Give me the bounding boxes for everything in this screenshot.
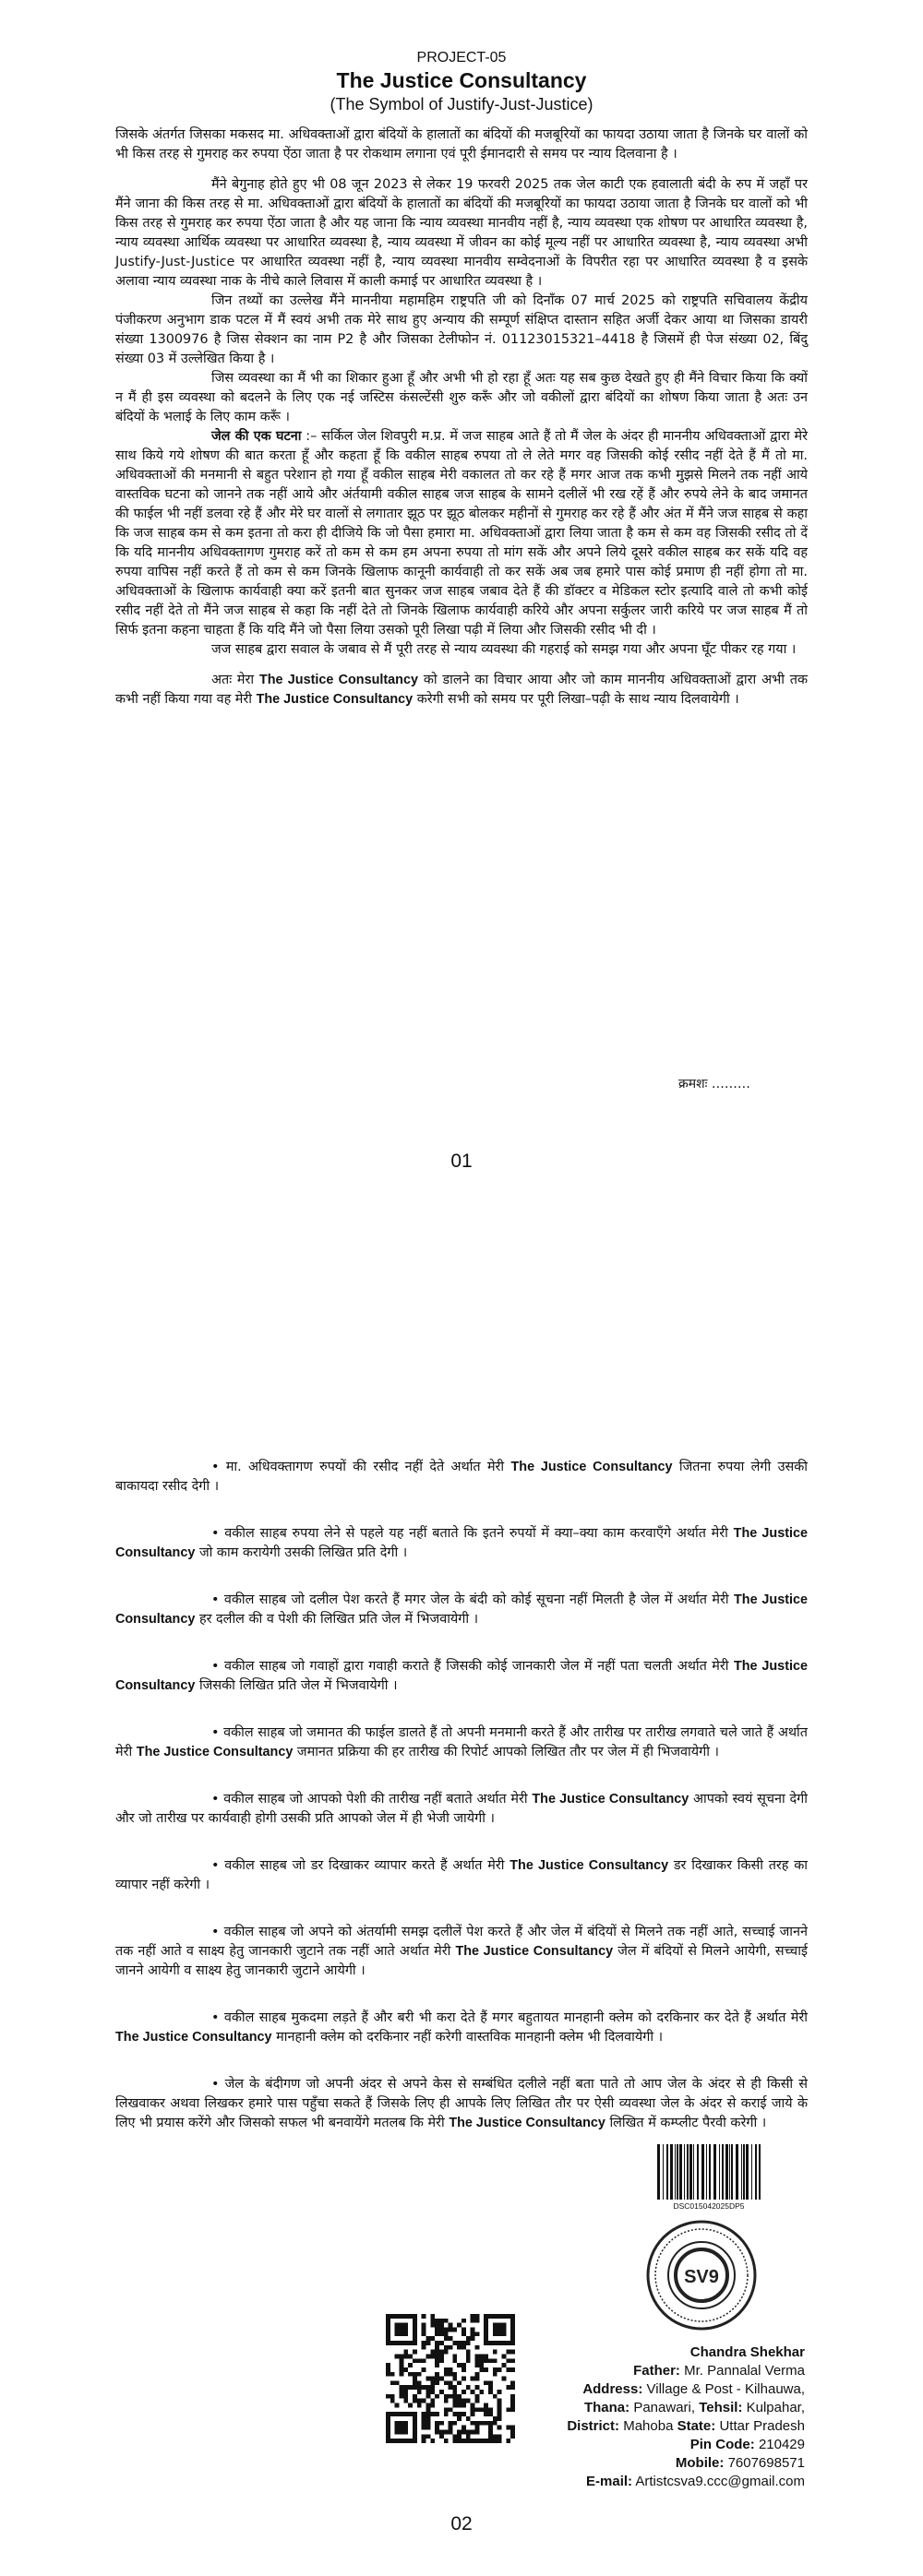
brand-name: The Justice Consultancy: [136, 1745, 294, 1759]
bullet-text-a: जेल के बंदीगण जो अपनी अंदर से अपने केस से सम्बंधित दलीले नहीं बता पाते तो आप जेल के अंदर से ही किसी से लिखवाकर अथवा लिखकर हमारे पास पहुँचा सकते हैं जिसके लिए ही आपके लिए लिखित तौर पर ऐसी व्यवस्था जेल के अंदर से कराई जाये के लिए भी प्रयास करेंगे और जिसको सफल भी बनवायेंगे मतलब कि मेरी: [115, 2077, 808, 2130]
bullet-icon: •: [211, 1526, 225, 1541]
brand-name: The Justice Consultancy: [509, 1858, 669, 1873]
bullet-item: [115, 1723, 808, 1762]
brand-name: The Justice Consultancy: [258, 673, 418, 687]
bullet-item: [115, 1790, 808, 1829]
contact-block: Chandra Shekhar Father: Mr. Pannalal Verma Address: Village & Post - Kilhauwa, Thana: Panawari, Tehsil: Kulpahar, District: Mahoba State: Uttar Pradesh Pin Code: 210429 Mobile: 7607698571 E-mail: Artistcsva9.ccc@gmail.com: [567, 2344, 805, 2489]
paragraph-2: जिन तथ्यों का उल्लेख मैंने माननीया महामहिम राष्ट्रपति जी को दिनाँक 07 मार्च 2025 को राष्ट्रपति सचिवालय केंद्रीय पंजीकरण अनुभाग डाक पटल में मैं स्वयं अभी तक मेरे साथ हुए अन्याय की सम्पूर्ण संक्षिप्त दास्तान सहित अर्जी देकर आया था जिसका डायरी संख्या 1300976 है जिस सेक्शन का नाम P2 है और जिसका टेलीफोन नं. 01123015321–4418 है जिसमें ही पेज संख्या 02, बिंदु संख्या 03 में उल्लेखित किया है ।: [115, 293, 808, 366]
bullet-icon: •: [211, 1592, 224, 1607]
bullet-text-b: जो काम करायेगी उसकी लिखित प्रति देगी ।: [198, 1545, 408, 1560]
jail-event-heading: जेल की एक घटना: [211, 429, 302, 444]
bullet-text-a: मा. अधिवक्तागण रुपयों की रसीद नहीं देते अर्थात मेरी: [225, 1460, 505, 1474]
bullet-item: [115, 2009, 808, 2047]
tehsil-label: Tehsil: [699, 2400, 738, 2415]
bullet-item: [115, 1923, 808, 1981]
bullet-icon: •: [211, 2010, 224, 2025]
brand-name: The Justice Consultancy: [115, 1592, 808, 1627]
bullet-item: [115, 1458, 808, 1497]
continued-marker: क्रमशः ………: [678, 1077, 750, 1091]
district-value: Mahoba: [623, 2418, 674, 2434]
footer-block: [0, 2144, 923, 2513]
thana-value: Panawari,: [633, 2400, 696, 2415]
page-number: 02: [450, 2513, 473, 2534]
bullet-text-a: वकील साहब जो जमानत की फाईल डालते हैं तो अपनी मनमानी करते हैं और तारीख पर तारीख लगवाते चले जाते हैं अर्थात मेरी: [115, 1725, 808, 1759]
bullet-icon: •: [211, 1792, 224, 1807]
barcode-caption: DSC015042025DP5: [673, 2201, 745, 2211]
brand-name: The Justice Consultancy: [455, 1944, 614, 1959]
seal-text: SV9: [684, 2267, 719, 2287]
bullet-text-b: जमानत प्रक्रिया की हर तारीख की रिपोर्ट आपको लिखित तौर पर जेल में ही भिजवायेगी ।: [296, 1745, 719, 1759]
bullet-icon: •: [211, 1460, 226, 1474]
bullet-item: [115, 1657, 808, 1696]
district-label: District: [567, 2418, 616, 2434]
bullet-text-b: जिसकी लिखित प्रति जेल में भिजवायेगी ।: [198, 1678, 398, 1693]
brand-name: The Justice Consultancy: [115, 1659, 808, 1693]
bullet-text-b: जेल में बंदियों से मिलने आयेगी, सच्चाई जानने आयेगी व साक्ष्य हेतु जानकारी जुटाने आयेगी ।: [115, 1944, 808, 1978]
brand-name: The Justice Consultancy: [510, 1460, 673, 1474]
bullet-text-a: वकील साहब रुपया लेने से पहले यह नहीं बताते कि इतने रुपयों में क्या–क्या काम करवाएँगे अर्थात मेरी: [224, 1526, 728, 1541]
brand-name: The Justice Consultancy: [256, 692, 414, 707]
closing-text-c: करेगी सभी को समय पर पूरी लिखा–पढ़ी के साथ न्याय दिलवायेगी ।: [416, 692, 739, 707]
mobile-value: 7607698571: [727, 2455, 805, 2471]
email-label: E-mail: [586, 2474, 629, 2489]
bullet-text-b: डर दिखाकर किसी तरह का व्यापार नहीं करेगी ।: [115, 1858, 808, 1892]
bullet-text-a: वकील साहब जो आपको पेशी की तारीख नहीं बताते अर्थात मेरी: [223, 1792, 528, 1807]
jail-event-paragraph: [115, 427, 808, 640]
page-number: 01: [450, 1151, 473, 1172]
page-1-body: [115, 125, 808, 710]
qr-code-icon: [386, 2314, 515, 2443]
state-label: State: [677, 2418, 712, 2434]
bullet-text-b: जितना रुपया लेगी उसकी बाकायदा रसीद देगी ।: [115, 1460, 808, 1494]
father-label: Father: [633, 2363, 676, 2379]
bullet-item: [115, 1591, 808, 1629]
bullet-text-b: मानहानी क्लेम को दरकिनार नहीं करेगी वास्तविक मानहानी क्लेम भी दिलवायेगी ।: [276, 2030, 664, 2045]
state-value: Uttar Pradesh: [719, 2418, 805, 2434]
paragraph-1: मैंने बेगुनाह होते हुए भी 08 जून 2023 से लेकर 19 फरवरी 2025 तक जेल काटी एक हवालाती बंदी के रुप में जहाँ पर मैंने जाना की किस तरह से मा. अधिवक्ताओं द्वारा बंदियों के हालातों का बंदियों की मजबूरियों का फायदा उठाया जाता है जिनके घर वालों को भी किस तरह से गुमराह कर रुपया ऐंठा जाता है और यह जाना कि न्याय व्यवस्था मानवीय नहीं है, न्याय व्यवस्था एक शोषण पर आधारित व्यवस्था है, न्याय व्यवस्था आर्थिक व्यवस्था पर आधारित व्यवस्था है, न्याय व्यवस्था में जीवन का कोई मूल्य नहीं पर आधारित व्यवस्था है, न्याय व्यवस्था अभी Justify-Just-Justice पर आधारित व्यवस्था नहीं है, न्याय व्यवस्था मानवीय सम्वेदनाओं के विपरीत रहा पर आधारित व्यवस्था है व इसके अलावा न्याय व्यवस्था नाक के नीचे काले लिवास में काली कमाई पर आधारित व्यवस्था है ।: [115, 177, 808, 289]
contact-name: Chandra Shekhar: [689, 2344, 805, 2360]
document-title: The Justice Consultancy: [336, 68, 587, 92]
bullet-text-b: लिखित में कम्प्लीट पैरवी करेगी ।: [609, 2116, 767, 2130]
thana-label: Thana: [583, 2400, 626, 2415]
jail-event-text: :– सर्किल जेल शिवपुरी म.प्र. में जज साहब आते हैं तो मैं जेल के अंदर ही माननीय अधिवक्ताओं द्वारा मेरे साथ किये गये शोषण की बात करता हूँ और कहता हूँ कि वकील साहब रुपया तो ले लेते मगर वह जिसकी कोई रसीद नहीं देते हैं मैं तो मा. अधिवक्ताओं की मनमानी से बहुत परेशान हो गया हूँ वकील साहब मेरी वकालत तो कर रहे हैं मगर आज तक कभी मुझसे मिलने तक नहीं आये वास्तविक घटना को जानने तक नहीं आये और अंर्तयामी वकील साहब जज साहब के सामने दलीलें भी रख रहें हैं और रुपये लेने के बाद जमानत की फाईल भी नहीं डलवा रहे हैं और मेरे घर वालों से लगातार झूठ पर झूठ बोलकर महीनों से गुमराह कर रहे हैं और अंत में मैंने जज साहब से कहा कि जज साहब कम से कम इतना तो करा ही दीजिये कि जो पैसा हमारा मा. अधिवक्ताओं द्वारा लिया जाता है कम से कम वह जिसकी रसीद तो दें कि यदि माननीय अधिवक्तागण गुमराह करें तो कम से कम हम अपना रुपया तो मांग सकें और अपने लिये दूसरे वकील साहब कर सकें यदि वह रुपया वापिस नहीं करते हैं तो कम से कम जिनके खिलाफ कानूनी कार्यवाही तो कर सकें अब जब हमारे पास कोई प्रमाण ही नहीं होगा तो मा. अधिवक्ताओं के खिलाफ कार्यवाही क्या करें इतनी बात सुनकर जज साहब जबाव देते हैं की डॉक्टर व मेडिकल स्टोर इत्यादि वाले तो कभी कोई रसीद नहीं देते तो मैंने जज साहब से कहा कि नहीं देते तो जिनके खिलाफ कार्यवाही करिये और अपना सर्कुलर जारी करिये पर जज साहब मैं तो सिर्फ इतना कहना चाहता हैं कि यदि मैंने जो पैसा लिया उसको पूरी लिखा पढ़ी में लिया और जिसकी रसीद भी दी ।: [115, 429, 808, 638]
pin-label: Pin Code: [689, 2437, 750, 2452]
document-subtitle: (The Symbol of Justify-Just-Justice): [330, 95, 593, 113]
bullet-text-a: वकील साहब जो डर दिखाकर व्यापार करते हैं अर्थात मेरी: [224, 1858, 505, 1873]
barcode-icon: [657, 2144, 761, 2200]
closing-paragraph: [115, 671, 808, 710]
brand-name: The Justice Consultancy: [532, 1792, 689, 1807]
page-2: [0, 1288, 923, 2576]
email-link[interactable]: Artistcsva9.ccc@gmail.com: [635, 2474, 805, 2489]
bullet-icon: •: [211, 1725, 224, 1740]
address-value: Village & Post - Kilhauwa,: [646, 2381, 805, 2397]
bullet-text-a: वकील साहब जो अपने को अंतर्यामी समझ दलीलें पेश करते हैं और जेल में बंदियों से मिलने तक नहीं आते, सच्चाई जानने तक नहीं आते व साक्ष्य हेतु जानकारी जुटाने तक नहीं आते अर्थात मेरी: [115, 1925, 808, 1959]
closing-text-a: अतः मेरा: [211, 673, 255, 687]
bullet-text-b: हर दलील की व पेशी की लिखित प्रति जेल में भिजवायेगी ।: [198, 1612, 479, 1627]
tehsil-value: Kulpahar,: [746, 2400, 805, 2415]
address-label: Address: [582, 2381, 639, 2397]
bullet-item: [115, 1856, 808, 1895]
bullet-icon: •: [211, 1925, 224, 1939]
father-name: Mr. Pannalal Verma: [684, 2363, 805, 2379]
brand-name: The Justice Consultancy: [449, 2116, 605, 2130]
intro-paragraph: जिसके अंतर्गत जिसका मकसद मा. अधिवक्ताओं द्वारा बंदियों के हालातों का बंदियों की मजबूरियों का फायदा उठाया जाता है जिनके घर वालों को भी किस तरह से गुमराह कर रुपया ऐंठा जाता है पर रोकथाम लगाना एवं पूरी ईमानदारी से समय पर न्याय दिलवाना है ।: [115, 127, 808, 161]
bullet-icon: •: [211, 1659, 224, 1674]
mobile-label: Mobile: [675, 2455, 720, 2471]
bullet-text-a: वकील साहब जो गवाहों द्वारा गवाही कराते हैं जिसकी कोई जानकारी जेल में नहीं पता चलती अर्थात मेरी: [223, 1659, 729, 1674]
organization-seal-icon: [644, 2218, 759, 2332]
bullet-icon: •: [211, 1858, 225, 1873]
bullet-text-a: वकील साहब जो दलील पेश करते हैं मगर जेल के बंदी को कोई सूचना नहीं मिलती है जेल में अर्थात मेरी: [223, 1592, 729, 1607]
bullet-text-a: वकील साहब मुकदमा लड़ते हैं और बरी भी करा देते हैं मगर बहुतायत मानहानी क्लेम को दरकिनार कर देते हैं अर्थात मेरी: [223, 2010, 808, 2025]
features-list: [115, 1458, 808, 2161]
document-header: [0, 0, 923, 114]
paragraph-4: जज साहब द्वारा सवाल के जबाव से मैं पूरी तरह से न्याय व्यवस्था की गहराई को समझ गया और अपना घूँट पीकर रह गया ।: [211, 642, 797, 657]
project-label: PROJECT-05: [416, 50, 507, 66]
pin-value: 210429: [758, 2437, 805, 2452]
paragraph-3: जिस व्यवस्था का मैं भी का शिकार हुआ हूँ और अभी भी हो रहा हूँ अतः यह सब कुछ देखते हुए ही मैंने विचार किया कि क्यों न मैं ही इस व्यवस्था को बदलने के लिए एक नई जस्टिस कंसल्टेंसी शुरु करूँ और जो वकीलों द्वारा बंदियों का शोषण किया जाता है अतः उन बंदियों के भलाई के लिए काम करूँ ।: [115, 371, 808, 424]
brand-name: The Justice Consultancy: [115, 2030, 272, 2045]
bullet-text-b: आपको स्वयं सूचना देगी और जो तारीख पर कार्यवाही होगी उसकी प्रति आपको जेल में ही भेजी जायेगी ।: [115, 1792, 808, 1826]
bullet-item: [115, 2075, 808, 2133]
closing-text-b: को डालने का विचार आया और जो काम माननीय अधिवक्ताओं द्वारा अभी तक कभी नहीं किया गया वह मेरी: [115, 673, 808, 707]
bullet-icon: •: [211, 2077, 225, 2092]
brand-name: The Justice Consultancy: [115, 1526, 808, 1560]
bullet-item: [115, 1524, 808, 1563]
